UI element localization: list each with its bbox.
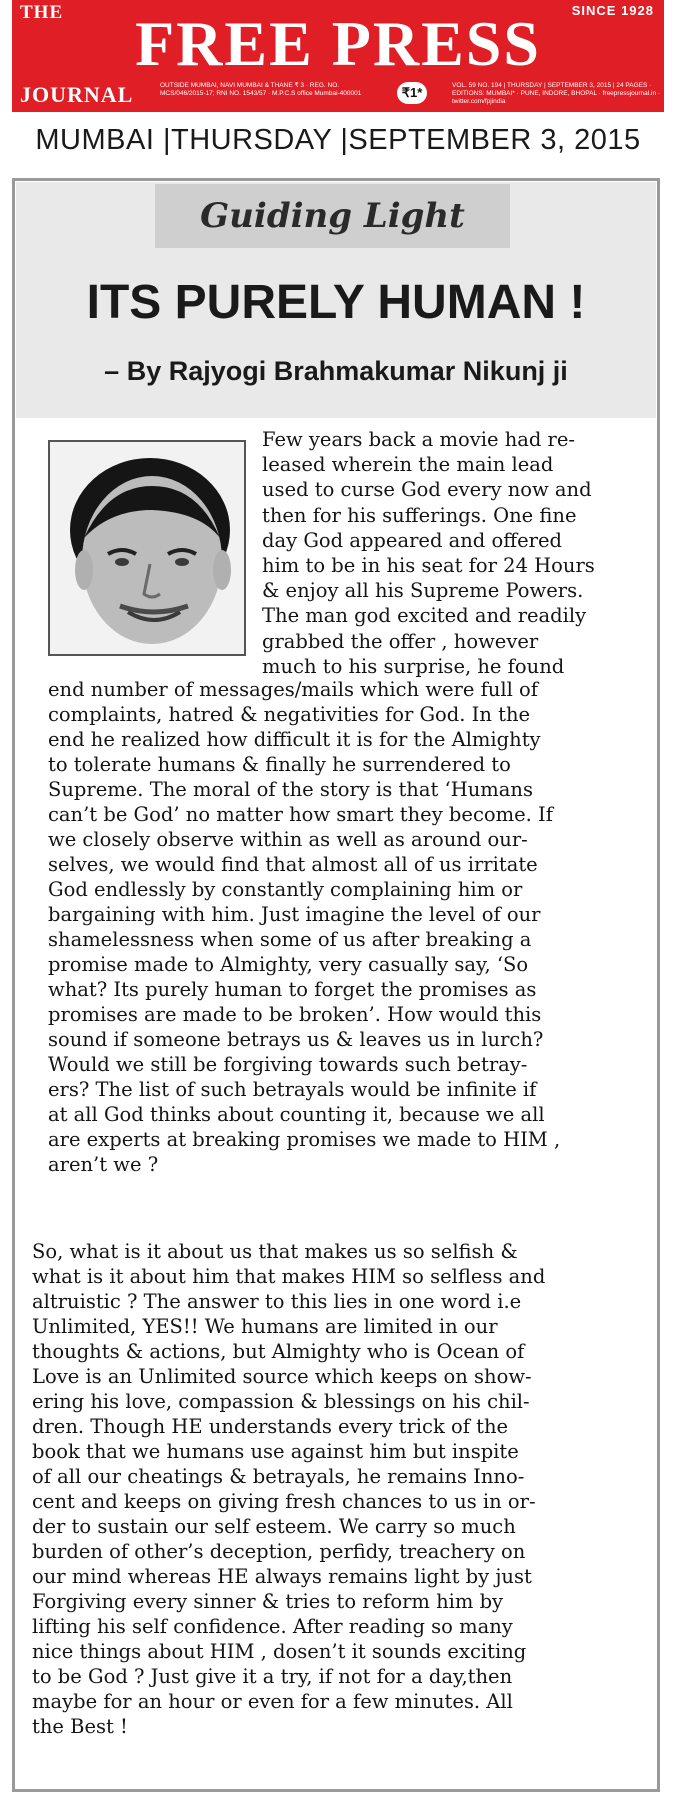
column-tag: Guiding Light [155, 184, 510, 248]
body-line: promise made to Almighty, very casually say, ‘So [48, 953, 529, 976]
body-line: maybe for an hour or even for a few minutes. All [32, 1690, 513, 1713]
body-line: Unlimited, YES!! We humans are limited in our [32, 1315, 498, 1338]
body-line: der to sustain our self esteem. We carry so much [32, 1515, 516, 1538]
body-line: thoughts & actions, but Almighty who is Ocean of [32, 1340, 525, 1363]
body-line: lifting his self confidence. After reading so many [32, 1615, 513, 1638]
portrait-icon [50, 442, 244, 654]
body-line: promises are made to be broken’. How would this [48, 1003, 542, 1026]
body-line: what is it about him that makes HIM so selfless and [32, 1265, 546, 1288]
body-line: at all God thinks about counting it, because we all [48, 1103, 545, 1126]
masthead-the: THE [20, 2, 64, 23]
masthead-left-info: OUTSIDE MUMBAI, NAVI MUMBAI & THANE ₹ 3 · REG. NO. MCS/046/2015-17; RNI NO. 1543/57 · M.P.C.S office Mumbai-400001 [160, 82, 362, 97]
body-line: used to curse God every now and [262, 478, 592, 502]
body-line: him to be in his seat for 24 Hours [262, 554, 595, 577]
masthead [12, 0, 664, 112]
body-line: day God appeared and offered [262, 528, 562, 552]
headline: ITS PURELY HUMAN ! [86, 276, 586, 329]
body-line: God endlessly by constantly complaining him or [48, 878, 523, 901]
body-line: then for his sufferings. One fine [262, 503, 577, 527]
masthead-journal: JOURNAL [20, 82, 134, 107]
body-line: ers? The list of such betrayals would be infinite if [48, 1078, 537, 1101]
body-line: The man god excited and readily [262, 604, 587, 628]
body-line: grabbed the offer , however [262, 629, 539, 653]
body-line: to be God ? Just give it a try, if not for a day,then [32, 1665, 513, 1688]
body-line: we closely observe within as well as around our- [48, 828, 528, 851]
masthead-title: FREE PRESS [135, 8, 541, 79]
body-line: are experts at breaking promises we made to HIM , [48, 1128, 561, 1151]
body-line: end he realized how difficult it is for the Almighty [48, 728, 541, 751]
body-line: book that we humans use against him but inspite [32, 1440, 519, 1463]
body-line: aren’t we ? [48, 1153, 159, 1176]
body-line: of all our cheatings & betrayals, he remains Inno- [32, 1465, 525, 1488]
body-line: burden of other’s deception, perfidy, treachery on [32, 1540, 526, 1563]
body-line: much to his surprise, he found [262, 654, 565, 678]
masthead-right-info: VOL. 59 NO. 194 | THURSDAY | SEPTEMBER 3, 2015 | 24 PAGES · EDITIONS: MUMBAI* · PUNE, INDORE, BHOPAL · freepressjournal.in · twitter.com/fpjindia [452, 82, 661, 105]
body-line: can’t be God’ no matter how smart they become. If [48, 803, 553, 826]
dateline: MUMBAI |THURSDAY |SEPTEMBER 3, 2015 [35, 124, 641, 156]
body-line: altruistic ? The answer to this lies in one word i.e [32, 1290, 522, 1313]
body-line: end number of messages/mails which were full of [48, 678, 539, 701]
body-line: bargaining with him. Just imagine the level of our [48, 903, 541, 926]
body-line: Forgiving every sinner & tries to reform him by [32, 1590, 504, 1613]
body-line: Would we still be forgiving towards such betray- [48, 1053, 528, 1076]
body-line: & enjoy all his Supreme Powers. [262, 579, 584, 603]
author-portrait-photo [48, 440, 246, 656]
body-line: complaints, hatred & negativities for God. In the [48, 703, 531, 726]
masthead-since: SINCE 1928 [571, 3, 654, 18]
body-line: selves, we would find that almost all of us irritate [48, 853, 538, 876]
body-line: what? Its purely human to forget the promises as [48, 978, 537, 1001]
price-badge: ₹1* [397, 82, 427, 104]
body-line: Love is an Unlimited source which keeps on show- [32, 1365, 532, 1388]
body-line: leased wherein the main lead [262, 453, 554, 477]
body-line: ering his love, compassion & blessings on his chil- [32, 1390, 530, 1413]
body-line: So, what is it about us that makes us so selfish & [32, 1240, 518, 1263]
byline: – By Rajyogi Brahmakumar Nikunj ji [104, 356, 568, 386]
body-line: the Best ! [32, 1715, 128, 1738]
body-line: dren. Though HE understands every trick of the [32, 1415, 509, 1438]
body-line: cent and keeps on giving fresh chances to us in or- [32, 1490, 536, 1513]
body-line: Few years back a movie had re- [262, 428, 576, 451]
body-line: our mind whereas HE always remains light by just [32, 1565, 532, 1588]
body-line: shamelessness when some of us after breaking a [48, 928, 532, 951]
body-line: nice things about HIM , dosen’t it sounds exciting [32, 1640, 527, 1663]
body-line: Supreme. The moral of the story is that ‘Humans [48, 778, 533, 801]
body-line: sound if someone betrays us & leaves us in lurch? [48, 1028, 544, 1051]
body-line: to tolerate humans & finally he surrendered to [48, 753, 511, 776]
